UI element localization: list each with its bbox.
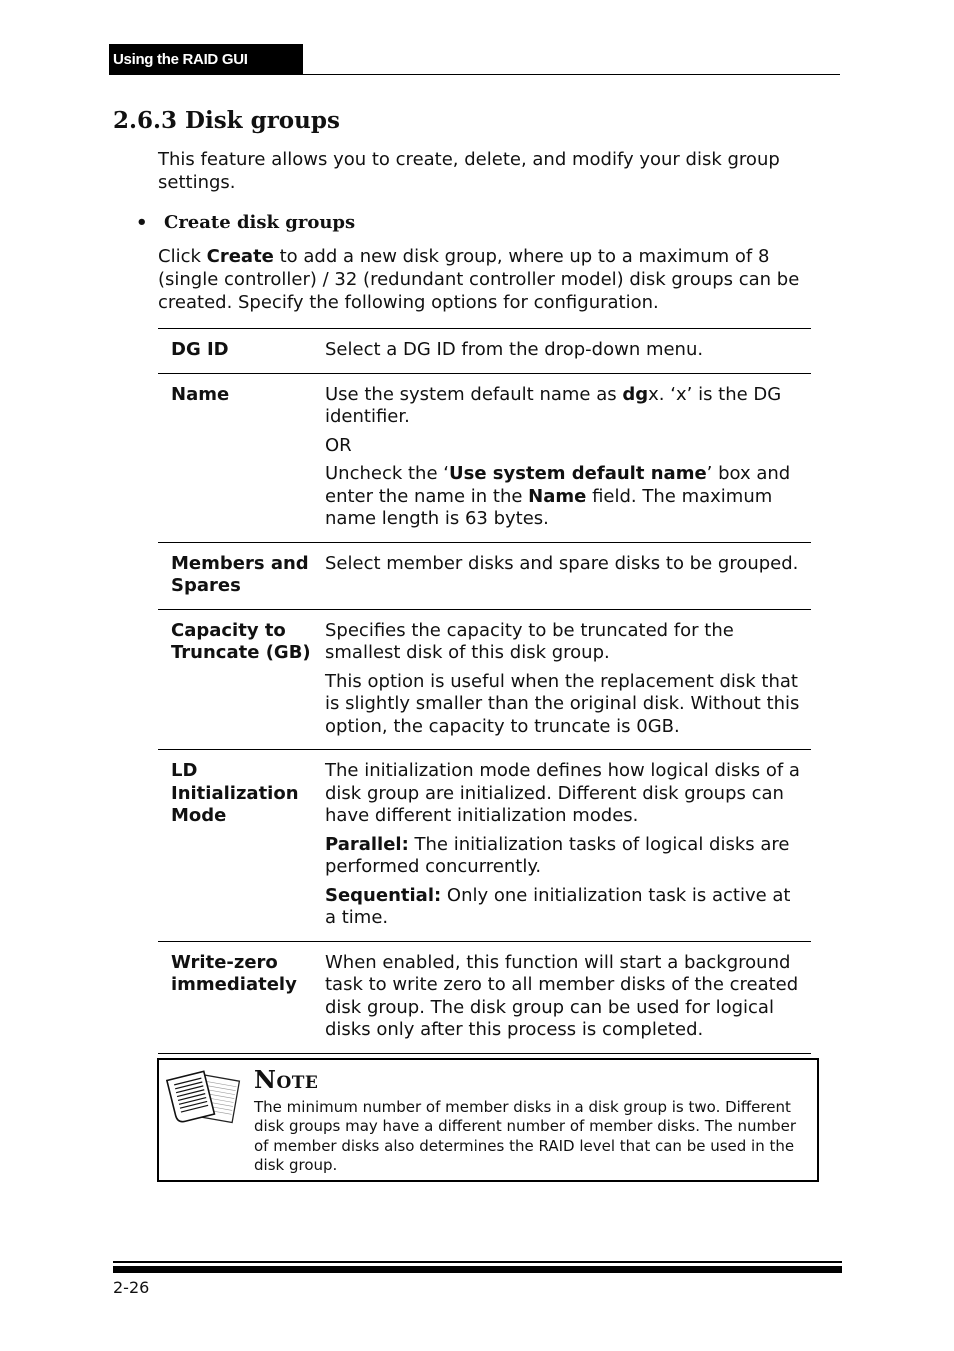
create-para-post: to add a new disk group, where up to a maximum of 8 (single controller) / 32 (redundant controller model) disk groups can be created. Specify the following options for configuration.	[158, 246, 800, 313]
text-bold: dg	[622, 383, 649, 405]
options-table	[158, 328, 811, 1054]
option-desc-text	[325, 885, 807, 930]
note-text: The minimum number of member disks in a disk group is two. Different disk groups may have a different number of member disks. The number of member disks also determines the RAID level that can be used in the disk group.	[254, 1098, 796, 1175]
text-bold: Sequential:	[325, 884, 442, 906]
option-desc-text: The initialization mode defines how logical disks of a disk group are initialized. Different disk groups can have different initialization modes.	[325, 760, 800, 826]
option-desc-text: Select a DG ID from the drop-down menu.	[325, 339, 704, 360]
table-row	[158, 329, 811, 374]
option-desc	[325, 941, 811, 1053]
text-run: ’ box and enter the name in the	[325, 463, 791, 507]
running-header-tab: Using the RAID GUI	[109, 44, 303, 75]
create-keyword: Create	[206, 246, 274, 267]
text-run: The initialization tasks of logical disks are performed concurrently.	[325, 833, 790, 877]
table-row	[158, 609, 811, 750]
create-paragraph	[158, 245, 828, 314]
text-bold: Parallel:	[325, 833, 409, 855]
text-bold: Use system default name	[449, 463, 707, 484]
table-row	[158, 941, 811, 1053]
option-desc-text	[325, 463, 807, 531]
notepad-icon	[166, 1068, 244, 1128]
page-number: 2-26	[113, 1278, 150, 1297]
text-run: x. ‘x’ is the DG identifier.	[325, 383, 782, 427]
table-row	[158, 542, 811, 609]
bullet-create-disk-groups	[136, 211, 355, 235]
option-desc-text	[325, 834, 807, 879]
option-desc	[325, 542, 811, 609]
option-label: Members and Spares	[158, 542, 325, 609]
option-desc	[325, 373, 811, 542]
text-run: field. The maximum name length is 63 bytes.	[325, 485, 773, 529]
option-desc	[325, 750, 811, 942]
option-desc-text: This option is useful when the replacement disk that is slightly smaller than the original disk. Without this option, the capacity to truncate is 0GB.	[325, 670, 800, 737]
table-row	[158, 373, 811, 542]
create-para-pre: Click	[158, 246, 207, 267]
option-desc-text	[325, 384, 807, 429]
footer-rule-thick	[113, 1266, 842, 1273]
option-desc-text: When enabled, this function will start a background task to write zero to all member disks of the created disk group. The disk group can be used for logical disks only after this process is completed.	[325, 951, 799, 1040]
section-intro: This feature allows you to create, delete, and modify your disk group settings.	[158, 149, 780, 193]
option-desc	[325, 609, 811, 750]
option-label: LD Initialization Mode	[158, 750, 325, 942]
option-label: Name	[158, 373, 325, 542]
option-desc-text: OR	[325, 434, 352, 456]
option-desc-text: Specifies the capacity to be truncated for the smallest disk of this disk group.	[325, 619, 734, 663]
footer-rule-thin	[113, 1261, 842, 1263]
option-label: DG ID	[158, 329, 325, 374]
text-run: Use the system default name as	[325, 383, 623, 405]
header-rule	[303, 74, 840, 75]
option-desc-text: Select member disks and spare disks to be grouped.	[325, 552, 799, 574]
text-bold: Name	[528, 485, 587, 507]
note-box	[157, 1058, 819, 1182]
option-label: Capacity to Truncate (GB)	[158, 609, 325, 750]
note-title: Note	[254, 1065, 319, 1094]
bullet-label: Create disk groups	[164, 212, 356, 233]
text-run: Uncheck the ‘	[325, 463, 449, 484]
section-title: 2.6.3 Disk groups	[113, 107, 340, 134]
table-row	[158, 750, 811, 942]
text-run: Only one initialization task is active at a time.	[325, 884, 791, 928]
option-desc	[325, 329, 811, 374]
option-label: Write-zero immediately	[158, 941, 325, 1053]
bullet-icon: •	[136, 212, 148, 233]
